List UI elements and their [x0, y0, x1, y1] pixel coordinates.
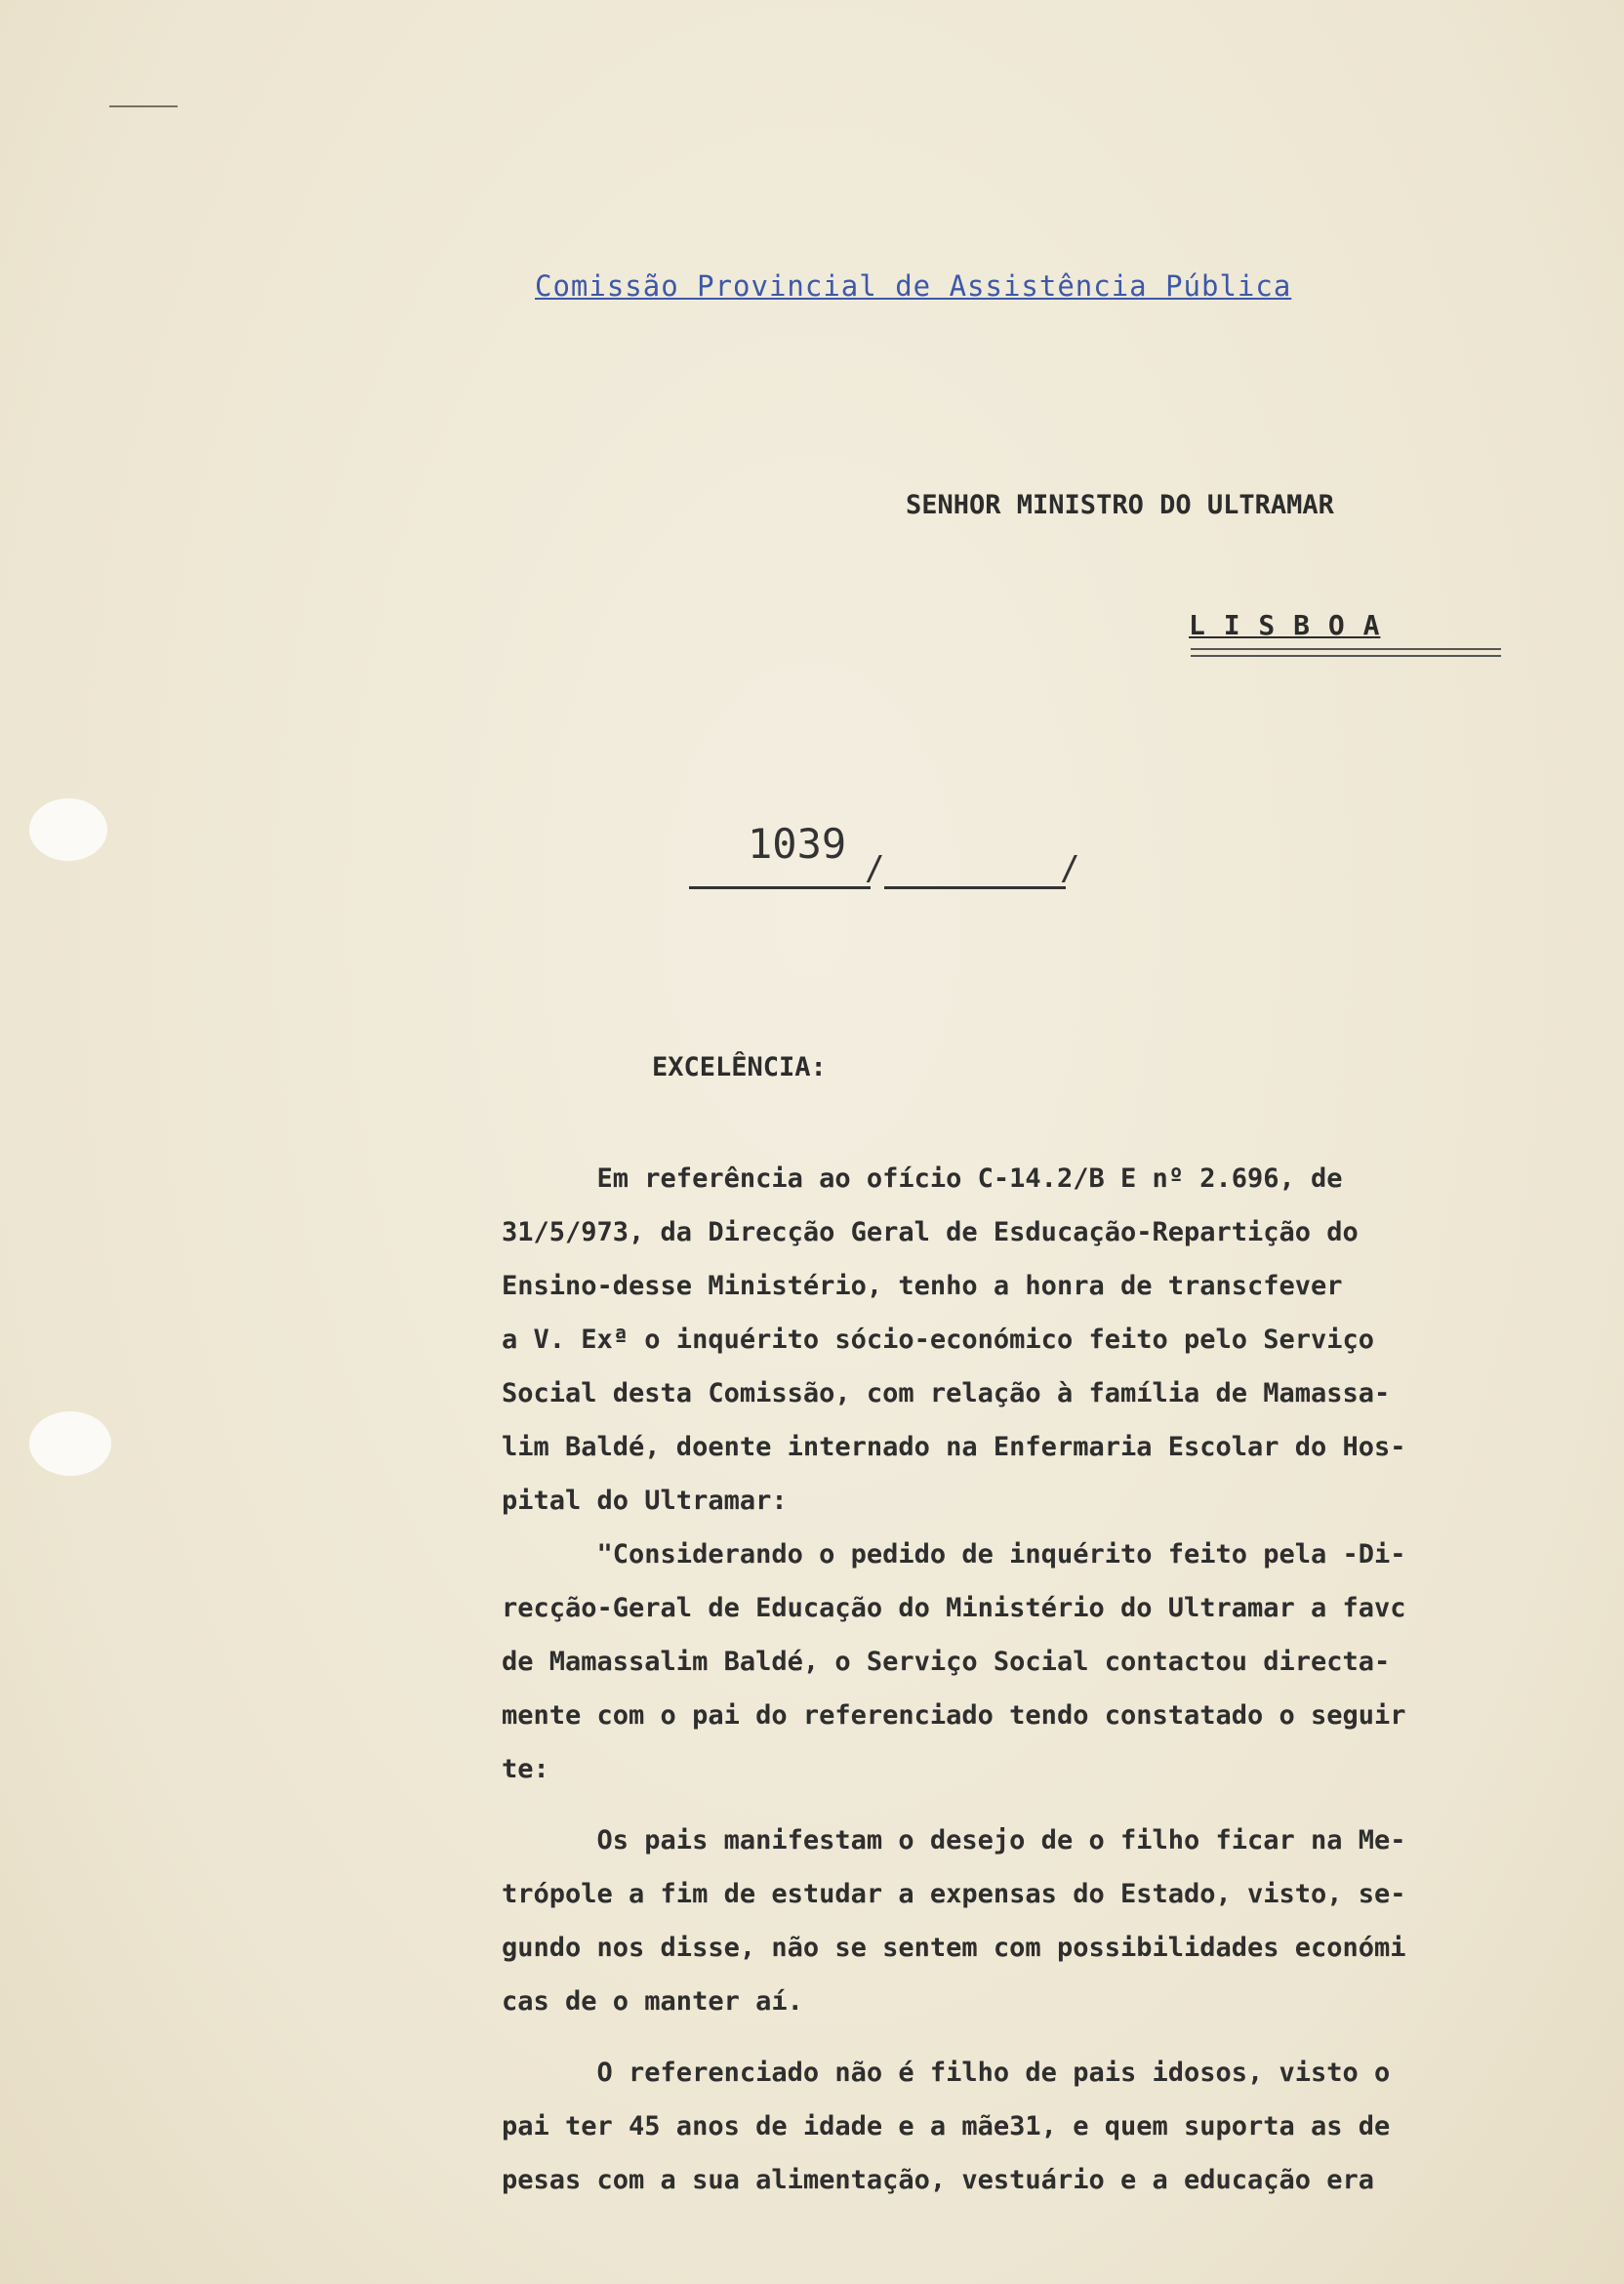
body-line: pesas com a sua alimentação, vestuário e a educação era — [502, 2165, 1375, 2195]
body-line: de Mamassalim Baldé, o Serviço Social contactou directa- — [502, 1647, 1391, 1677]
addressee-line: SENHOR MINISTRO DO ULTRAMAR — [906, 490, 1334, 520]
body-line: pital do Ultramar: — [502, 1486, 788, 1516]
body-line: te: — [502, 1754, 549, 1784]
reference-slash-1: / — [865, 849, 885, 888]
body-line: a V. Exª o inquérito sócio-económico feito pelo Serviço — [502, 1325, 1375, 1355]
body-line: Social desta Comissão, com relação à família de Mamassa- — [502, 1378, 1391, 1408]
paragraph-parents-age — [502, 2046, 1624, 2207]
body-line: trópole a fim de estudar a expensas do Estado, visto, se- — [502, 1879, 1406, 1909]
paragraph-inquiry — [502, 1528, 1624, 1796]
body-line: O referenciado não é filho de pais idosos, visto o — [502, 2058, 1391, 2088]
body-line: recção-Geral de Educação do Ministério do Ultramar a favc — [502, 1593, 1406, 1623]
body-line: lim Baldé, doente internado na Enfermaria Escolar do Hos- — [502, 1432, 1406, 1462]
paragraph-reference — [502, 1152, 1624, 1528]
salutation: EXCELÊNCIA: — [652, 1052, 827, 1082]
paragraph-parents-wish — [502, 1814, 1624, 2028]
body-line: gundo nos disse, não se sentem com possibilidades económi — [502, 1933, 1406, 1963]
body-line: Os pais manifestam o desejo de o filho ficar na Me- — [502, 1825, 1406, 1856]
organization-header: Comissão Provincial de Assistência Pública — [535, 269, 1292, 303]
paper-scratch-mark — [109, 105, 178, 107]
reference-number: 1039 — [748, 820, 847, 868]
addressee-city: L I S B O A — [1189, 609, 1381, 641]
city-double-underline — [1191, 648, 1501, 657]
punch-hole-bottom — [29, 1411, 111, 1476]
punch-hole-top — [29, 798, 107, 861]
body-line: 31/5/973, da Direcção Geral de Esducação-Repartição do — [502, 1217, 1359, 1247]
body-line: Ensino-desse Ministério, tenho a honra de transcfever — [502, 1271, 1343, 1301]
body-line: cas de o manter aí. — [502, 1986, 803, 2017]
reference-blank-line-1 — [689, 886, 871, 889]
letter-body — [502, 1152, 1624, 2207]
reference-slash-2: / — [1060, 849, 1080, 888]
body-line: Em referência ao ofício C-14.2/B E nº 2.696, de — [502, 1163, 1343, 1194]
body-line: "Considerando o pedido de inquérito feito pela -Di- — [502, 1539, 1406, 1570]
body-line: pai ter 45 anos de idade e a mãe31, e quem suporta as de — [502, 2111, 1391, 2141]
reference-blank-line-2 — [884, 886, 1066, 889]
body-line: mente com o pai do referenciado tendo constatado o seguir — [502, 1700, 1406, 1731]
